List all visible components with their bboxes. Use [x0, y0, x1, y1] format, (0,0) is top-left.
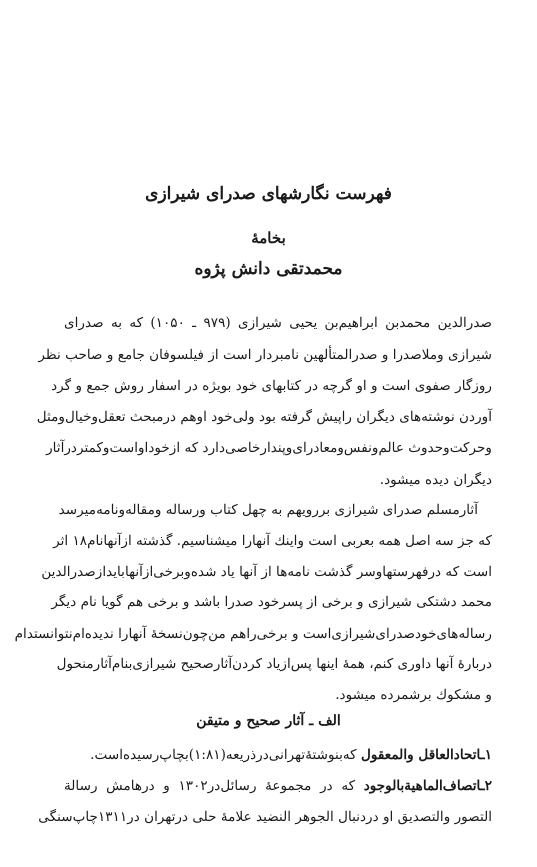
text-line: آوردن نوشته‌های دیگران راپیش گرفته بود ولی‌خود اوهم درمبحث تعقل‌وخیال‌ومثل	[36, 409, 492, 425]
text-line: است که درفهرستهاوسر گذشت نامه‌ها از آنها یاد شده‌وبرخی‌ازآنهاباید‌ازصدرالدین	[41, 564, 492, 580]
item-text: که‌بنوشتهٔ‌تهرانی‌درذریعه(۱:۸۱)بچاپ‌رسیده‌است.	[90, 747, 361, 763]
text-line: رساله‌های‌خودصدرای‌شیرازی‌است و برخی‌راهم من‌چون‌نسخهٔ آنهارا ندیده‌ام‌نتوانستدام	[14, 626, 492, 642]
item-title: اتحادالعاقل والمعقول	[360, 747, 481, 763]
text-line: دربارهٔ آنها داوری کنم، همهٔ اینها پس‌ازیاد کردن‌آثارصحیح شیرازی‌بنام‌آثارمنحول	[56, 656, 492, 672]
byline: بخامهٔ	[251, 229, 286, 247]
item-number: ۱ـ	[480, 747, 492, 763]
list-item	[64, 776, 492, 796]
text-line: دیگران دیده میشود.	[379, 472, 492, 488]
item-text: که در مجموعهٔ رسائل‌در۱۳۰۲ و درهامش رسالة	[64, 778, 364, 794]
page-title: فهرست نگارشهای صدرای شیرازی	[145, 184, 392, 204]
text-line: آثارمسلم صدرای شیرازی بررویهم به چهل کتاب ورساله ومقاله‌ونامه‌میرسد	[58, 502, 478, 518]
text-line: روزگار صفوی است و او گرچه در کتابهای خود بویژه در اسفار روش جمع و گرد	[51, 378, 492, 394]
list-item	[64, 745, 492, 765]
text-line: التصور والتصدیق او دردنبال الجوهر النضید علامهٔ حلی درتهران در۱۳۱۱چاپ‌سنگی	[38, 809, 492, 825]
text-line: که جز سه اصل همه بعربی است واینك آنهارا میشناسیم. گذشته ازآنهانام۱۸ اثر	[53, 533, 492, 549]
text-line: صدرالدین محمدبن ابراهیم‌بن یحیی شیرازی (۹۷۹ ـ ۱۰۵۰) که به صدرای	[64, 315, 492, 331]
text-line: محمد دشتکی شیرازی و برخی از پسرخود صدرا باشد و برخی هم گویا نام دیگر	[51, 594, 492, 610]
item-title: اتصاف‌الماهیة‌بالوجود	[363, 778, 481, 794]
item-number: ۲ـ	[480, 778, 492, 794]
author-name: محمدتقی دانش پژوه	[194, 259, 343, 279]
text-line: و مشکوك برشمرده میشود.	[335, 687, 492, 703]
text-line: شیرازی وملاصدرا و صدرالمتألهین نامبردار است از فیلسوفان جامع و صاحب نظر	[38, 347, 492, 363]
text-line: وحرکت‌وحدوث عالم‌ونفس‌ومعادرای‌وپندارخاصی‌دارد که ازخوداواست‌وکمتردرآثار	[46, 440, 492, 456]
section-heading: الف ـ آثار صحیح و متیقن	[196, 713, 341, 729]
